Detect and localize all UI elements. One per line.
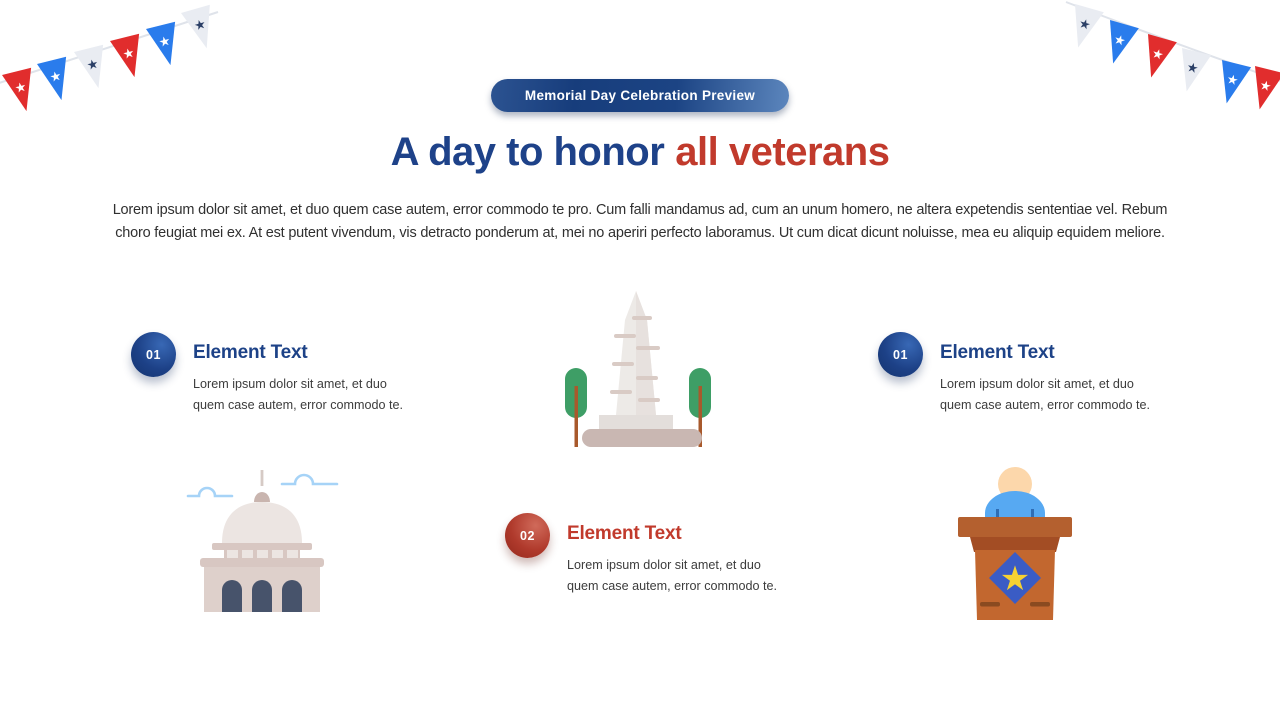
element-heading: Element Text (567, 523, 682, 544)
number-badge: 01 (878, 332, 923, 377)
svg-text:★: ★ (1149, 46, 1166, 64)
svg-text:★: ★ (48, 68, 64, 87)
number-badge: 01 (131, 332, 176, 377)
pennant-flag (1172, 48, 1211, 95)
svg-text:★: ★ (1257, 77, 1273, 96)
number-badge: 02 (505, 513, 550, 558)
pennant-flag (74, 45, 113, 92)
page-title (0, 128, 1280, 176)
element-description: Lorem ipsum dolor sit amet, et duo quem case autem, error commodo te. (940, 377, 1150, 412)
slide-tag-badge (491, 79, 789, 112)
pennant-flag (2, 68, 41, 115)
svg-text:★: ★ (1111, 32, 1128, 50)
element-heading: Element Text (193, 342, 308, 363)
bunting-left-icon (0, 2, 230, 120)
pennant-flag (146, 22, 185, 69)
svg-text:★: ★ (157, 33, 173, 52)
intro-paragraph: Lorem ipsum dolor sit amet, et duo quem case autem, error commodo te pro. Cum falli mandamus ad, cum an unum homero, ne altera expetendis sententiae vel. Rebum choro feugiat mei ex. At est putent vivendum, vis detracto ponderum at, mei no aperiri perfecto laboramus. Ut cum dicat dicunt noluisse, mea eu aliquip equidem meliore. (112, 202, 1168, 241)
pennant-flag (1137, 34, 1177, 82)
svg-text:★: ★ (13, 79, 29, 98)
capitol-icon (182, 462, 342, 617)
svg-text:★: ★ (1224, 71, 1240, 90)
svg-text:★: ★ (1076, 16, 1093, 34)
monument-icon (552, 288, 712, 448)
element-card-3 (878, 332, 1156, 415)
pennant-flag (1099, 20, 1139, 68)
pennant-flag (181, 5, 221, 53)
title-red-part: all veterans (675, 130, 890, 174)
svg-text:★: ★ (192, 16, 208, 35)
pennant-flag (1212, 60, 1251, 107)
slide-tag-label: Memorial Day Celebration Preview (524, 88, 756, 103)
element-description: Lorem ipsum dolor sit amet, et duo quem case autem, error commodo te. (193, 377, 403, 412)
element-card-2 (505, 513, 783, 596)
pennant-flag (1245, 66, 1280, 113)
element-card-1 (131, 332, 409, 415)
title-blue-part: A day to honor (390, 130, 665, 174)
pennant-flag (37, 57, 76, 104)
svg-text:★: ★ (999, 559, 1031, 599)
svg-text:★: ★ (121, 45, 137, 64)
bunting-right-icon (1050, 0, 1280, 118)
svg-text:★: ★ (1184, 59, 1200, 78)
svg-text:★: ★ (85, 56, 101, 75)
pennant-flag (1064, 4, 1104, 52)
podium-icon (950, 462, 1080, 622)
element-description: Lorem ipsum dolor sit amet, et duo quem case autem, error commodo te. (567, 558, 777, 593)
element-heading: Element Text (940, 342, 1055, 363)
pennant-flag (110, 34, 149, 81)
